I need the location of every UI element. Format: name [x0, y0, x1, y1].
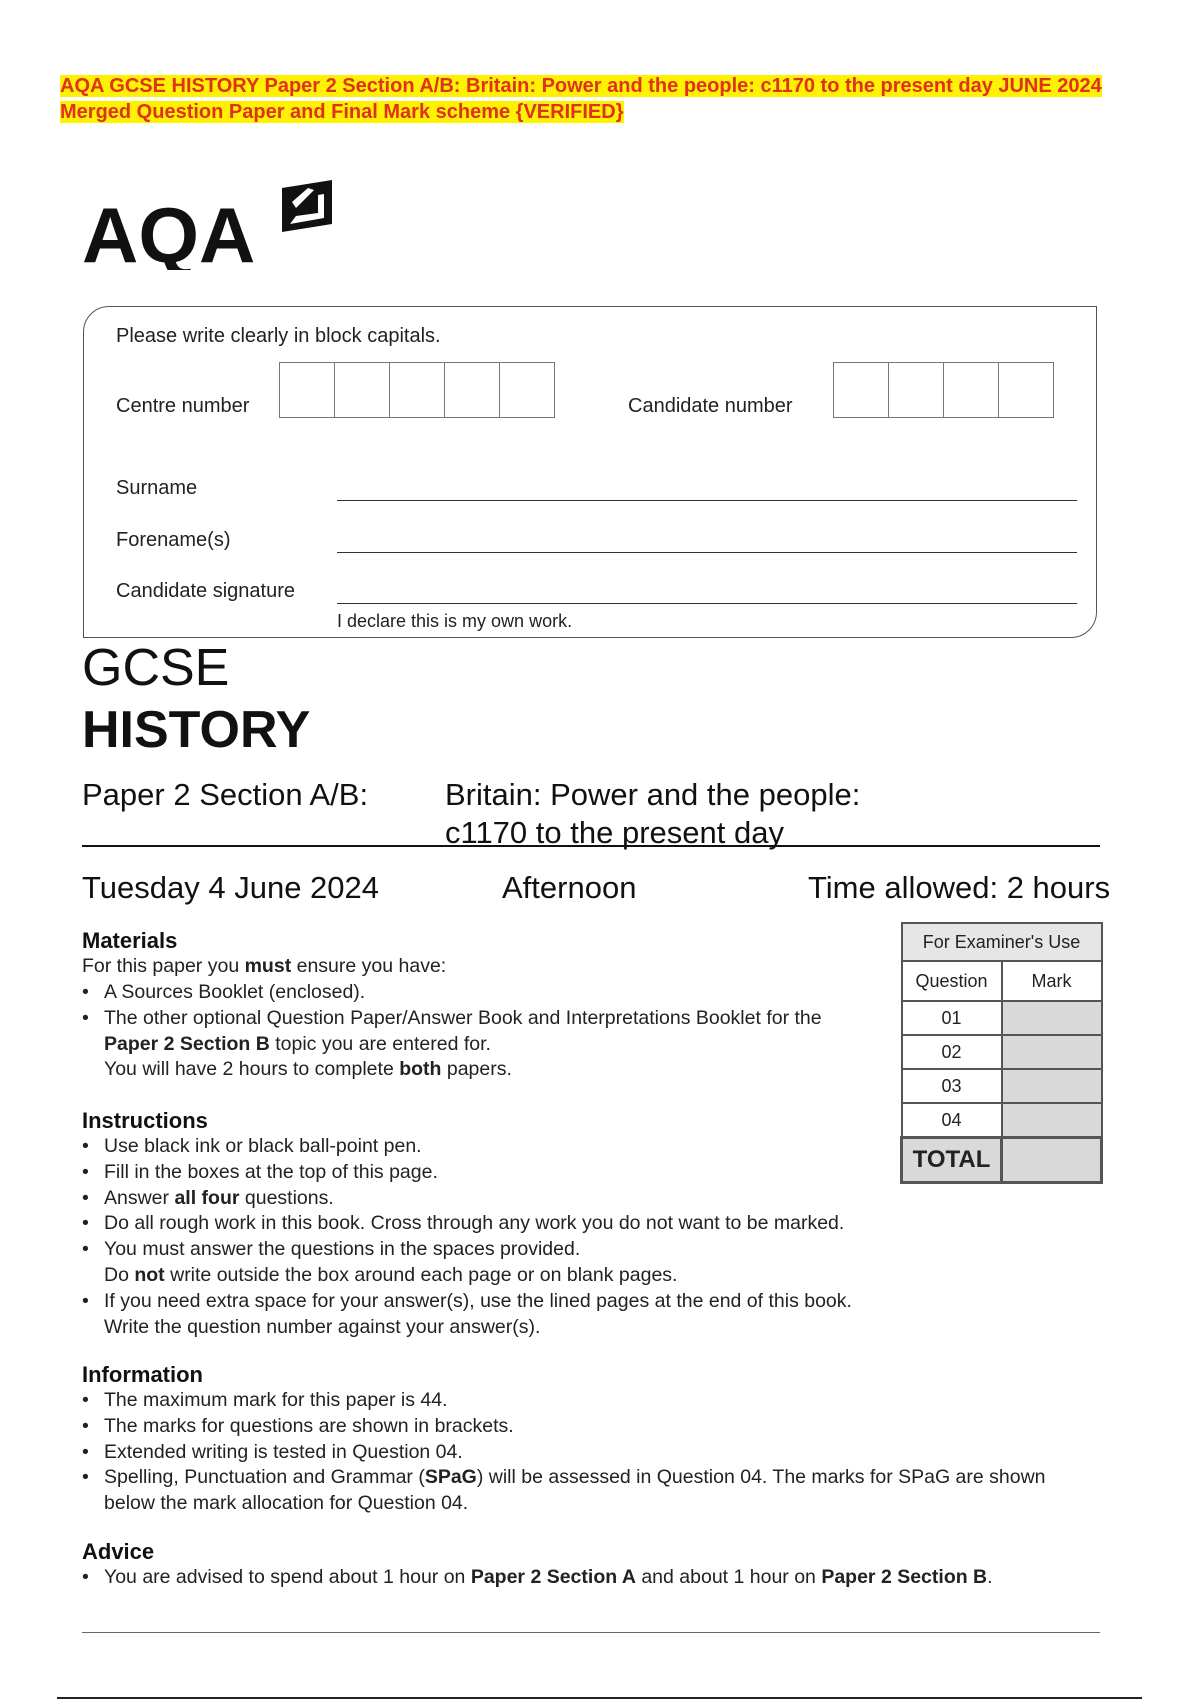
- candidate-digit-box[interactable]: [998, 362, 1054, 418]
- centre-digit-box[interactable]: [279, 362, 335, 418]
- forename-field[interactable]: [337, 552, 1077, 553]
- candidate-number-label: Candidate number: [628, 395, 793, 417]
- table-row: [902, 1001, 1102, 1035]
- question-column-header: Question: [902, 961, 1002, 1001]
- list-item: • Answer all four questions.: [82, 1186, 1042, 1212]
- total-mark-cell: [1002, 1138, 1102, 1183]
- declaration-text: I declare this is my own work.: [337, 611, 573, 631]
- list-item: • You are advised to spend about 1 hour on Paper 2 Section A and about 1 hour on Paper 2 Section B.: [82, 1565, 1122, 1591]
- candidate-digit-box[interactable]: [833, 362, 889, 418]
- question-number: 01: [902, 1001, 1002, 1035]
- materials-heading: Materials: [82, 928, 178, 953]
- signature-label: Candidate signature: [116, 580, 296, 602]
- mark-cell: [1002, 1035, 1102, 1069]
- exam-session: Afternoon: [502, 870, 637, 905]
- examiner-use-table: [900, 922, 1103, 1184]
- mark-cell: [1002, 1103, 1102, 1138]
- list-item: • Fill in the boxes at the top of this page.: [82, 1160, 1042, 1186]
- list-item: • The marks for questions are shown in brackets.: [82, 1414, 1082, 1440]
- list-item: • Spelling, Punctuation and Grammar (SPaG) will be assessed in Question 04. The marks for SPaG are shown below the mark allocation for Question 04.: [82, 1465, 1082, 1517]
- question-number: 03: [902, 1069, 1002, 1103]
- subject-title: HISTORY: [82, 701, 311, 759]
- list-item: • Use black ink or black ball-point pen.: [82, 1134, 1042, 1160]
- candidate-number-boxes: [834, 362, 1054, 418]
- time-allowed: Time allowed: 2 hours: [808, 870, 1111, 905]
- forename-label: Forename(s): [116, 529, 231, 551]
- signature-field[interactable]: [337, 603, 1077, 604]
- advice-heading: Advice: [82, 1539, 155, 1564]
- centre-digit-box[interactable]: [334, 362, 390, 418]
- centre-number-boxes: [280, 362, 555, 418]
- footer-divider: [82, 1632, 1100, 1633]
- surname-label: Surname: [116, 477, 198, 499]
- advice-list: [82, 1565, 1122, 1591]
- list-item: • The maximum mark for this paper is 44.: [82, 1388, 1082, 1414]
- list-item: • Do all rough work in this book. Cross through any work you do not want to be marked.: [82, 1211, 1042, 1237]
- materials-intro: For this paper you must ensure you have:: [82, 955, 447, 977]
- aqa-logo-text: AQA: [82, 191, 256, 270]
- information-heading: Information: [82, 1362, 203, 1387]
- list-item: • The other optional Question Paper/Answer Book and Interpretations Booklet for the Paper 2 Section B topic you are entered for. You will have 2 hours to complete both papers.: [82, 1006, 862, 1083]
- subject-level: GCSE: [82, 639, 230, 697]
- aqa-tick-logo-icon: [82, 180, 342, 270]
- centre-number-label: Centre number: [116, 395, 250, 417]
- block-capitals-instruction: Please write clearly in block capitals.: [116, 325, 441, 347]
- information-list: [82, 1388, 1082, 1517]
- list-item: • You must answer the questions in the spaces provided. Do not write outside the box around each page or on blank pages.: [82, 1237, 1042, 1289]
- centre-digit-box[interactable]: [444, 362, 500, 418]
- centre-digit-box[interactable]: [499, 362, 555, 418]
- candidate-details-box: [83, 306, 1097, 638]
- paper-label: Paper 2 Section A/B:: [82, 777, 369, 812]
- candidate-digit-box[interactable]: [888, 362, 944, 418]
- list-item: • If you need extra space for your answer(s), use the lined pages at the end of this book. Write the question number against your answer(s).: [82, 1289, 1042, 1341]
- centre-digit-box[interactable]: [389, 362, 445, 418]
- question-number: 02: [902, 1035, 1002, 1069]
- mark-cell: [1002, 1069, 1102, 1103]
- table-row: [902, 1035, 1102, 1069]
- list-item: • A Sources Booklet (enclosed).: [82, 980, 862, 1006]
- topic-line-1: Britain: Power and the people:: [445, 777, 861, 812]
- surname-field[interactable]: [337, 500, 1077, 501]
- instructions-list: [82, 1134, 1042, 1340]
- examiner-table-title: For Examiner's Use: [902, 923, 1102, 961]
- document-title-banner: AQA GCSE HISTORY Paper 2 Section A/B: Britain: Power and the people: c1170 to the present day JUNE 2024 Merged Question Paper and Final Mark scheme {VERIFIED}: [60, 75, 1102, 123]
- table-row: [902, 1069, 1102, 1103]
- candidate-digit-box[interactable]: [943, 362, 999, 418]
- page-bottom-divider: [57, 1697, 1142, 1699]
- mark-column-header: Mark: [1002, 961, 1102, 1001]
- table-row: [902, 1103, 1102, 1138]
- title-divider: [82, 845, 1100, 847]
- list-item: • Extended writing is tested in Question 04.: [82, 1440, 1082, 1466]
- mark-cell: [1002, 1001, 1102, 1035]
- question-number: 04: [902, 1103, 1002, 1138]
- materials-list: [82, 980, 862, 1083]
- total-label: TOTAL: [902, 1138, 1002, 1183]
- aqa-logo: [82, 180, 342, 270]
- topic-line-2: c1170 to the present day: [445, 815, 784, 850]
- instructions-heading: Instructions: [82, 1108, 208, 1133]
- exam-date: Tuesday 4 June 2024: [82, 870, 380, 905]
- table-row: [902, 1138, 1102, 1183]
